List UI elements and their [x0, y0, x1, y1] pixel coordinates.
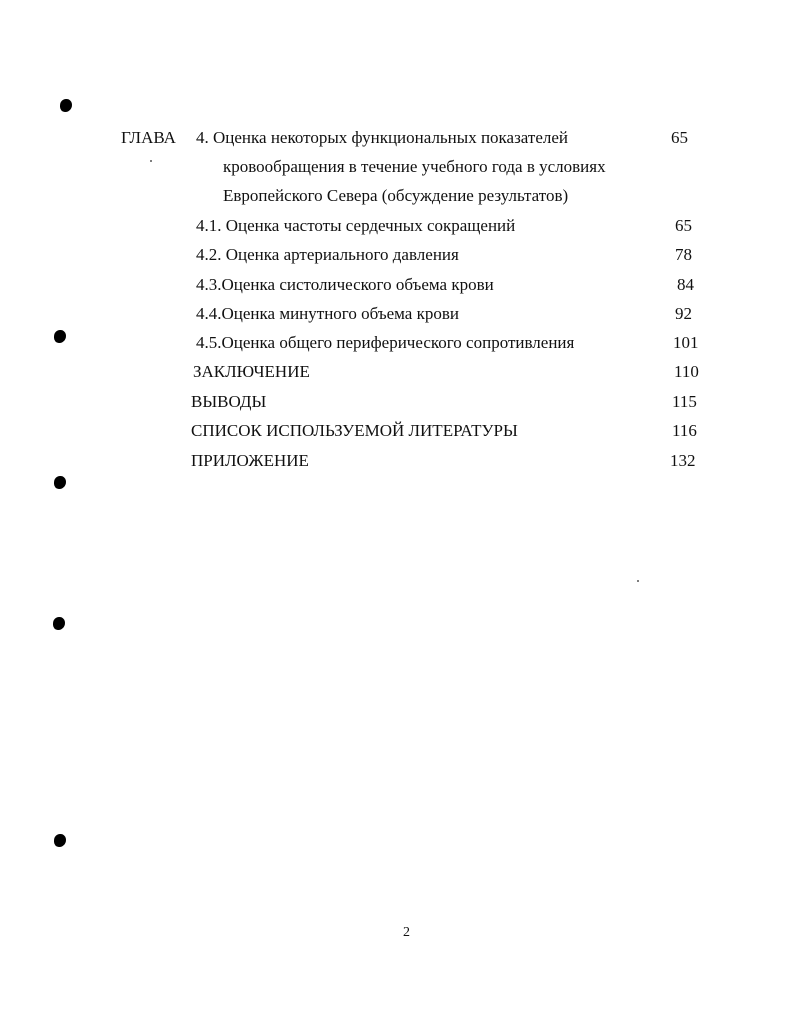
binding-hole-mark: [54, 476, 66, 489]
toc-section-page: 78: [675, 245, 692, 264]
toc-entry-label: ЗАКЛЮЧЕНИЕ: [193, 362, 310, 381]
toc-section-page: 101: [673, 333, 699, 352]
toc-entry-label: СПИСОК ИСПОЛЬЗУЕМОЙ ЛИТЕРАТУРЫ: [191, 421, 518, 440]
toc-section-page: 65: [675, 216, 692, 235]
toc-section-page: 84: [677, 275, 694, 294]
page-number: 2: [403, 925, 410, 940]
toc-section-label: 4.5.Оценка общего периферического сопротивления: [196, 333, 575, 352]
toc-entry-label: ВЫВОДЫ: [191, 392, 267, 411]
toc-section-label: 4.2. Оценка артериального давления: [196, 245, 459, 264]
toc-entry-page: 115: [672, 392, 697, 411]
toc-chapter-title-line1: 4. Оценка некоторых функциональных показателей: [196, 128, 569, 147]
toc-entry-page: 110: [674, 362, 699, 381]
binding-hole-mark: [53, 617, 65, 630]
toc-chapter-title-line2: кровообращения в течение учебного года в условиях: [223, 157, 606, 176]
toc-entry-page: 132: [670, 451, 696, 470]
toc-section-page: 92: [675, 304, 692, 323]
binding-hole-mark: [54, 834, 66, 847]
toc-section-label: 4.4.Оценка минутного объема крови: [196, 304, 459, 323]
toc-chapter-prefix: ГЛАВА: [121, 128, 176, 147]
scan-speck: [637, 580, 639, 582]
toc-entry-label: ПРИЛОЖЕНИЕ: [191, 451, 309, 470]
binding-hole-mark: [54, 330, 66, 343]
toc-section-label: 4.3.Оценка систолического объема крови: [196, 275, 494, 294]
toc-chapter-title-line3: Европейского Севера (обсуждение результатов): [223, 186, 569, 205]
toc-chapter-page: 65: [671, 128, 688, 147]
toc-entry-page: 116: [672, 421, 697, 440]
binding-hole-mark: [60, 99, 72, 112]
scan-speck: [150, 160, 152, 162]
toc-section-label: 4.1. Оценка частоты сердечных сокращений: [196, 216, 516, 235]
